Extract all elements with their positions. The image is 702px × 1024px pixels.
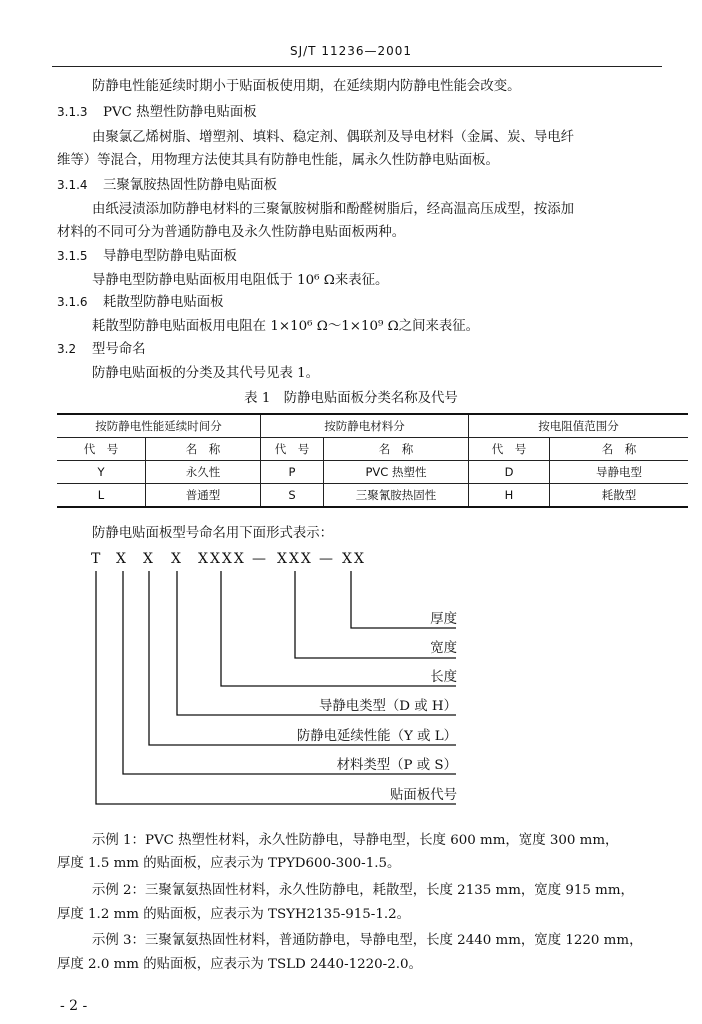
example-2-line: 厚度 1.2 mm 的贴面板，应表示为 TSYH2135-915-1.2。	[57, 907, 411, 922]
paragraph-line: 防静电贴面板的分类及其代号见表 1。	[92, 366, 320, 381]
table-cell: S	[261, 484, 324, 508]
label-thickness: 厚度	[430, 612, 457, 627]
section-3-1-5-heading	[57, 247, 237, 266]
code-part-thickness: XX	[342, 551, 366, 567]
code-part-continuity: X	[143, 551, 155, 567]
section-3-1-6-heading	[57, 293, 224, 312]
code-part-width: XXX	[277, 551, 313, 567]
label-continuity: 防静电延续性能（Y 或 L）	[296, 729, 457, 744]
example-1-line: 厚度 1.5 mm 的贴面板，应表示为 TPYD600-300-1.5。	[57, 856, 401, 871]
section-number: 3.1.4	[57, 178, 88, 192]
example-3-line: 示例 3：三聚氰氨热固性材料，普通防静电，导静电型，长度 2440 mm，宽度 1220 mm，	[92, 933, 643, 948]
code-part-T: T	[91, 551, 103, 567]
table-cell: D	[469, 461, 550, 484]
code-part-material: X	[116, 551, 128, 567]
code-part-type: X	[171, 551, 183, 567]
paragraph-line: 由聚氯乙烯树脂、增塑剂、填料、稳定剂、偶联剂及导电材料（金属、炭、导电纤	[92, 130, 575, 145]
section-number: 3.2	[57, 342, 77, 356]
label-length: 长度	[430, 670, 457, 685]
table-cell: Y	[57, 461, 146, 484]
classification-table	[57, 413, 688, 508]
example-2-line: 示例 2：三聚氰氨热固性材料，永久性防静电，耗散型，长度 2135 mm，宽度 915 mm，	[92, 883, 634, 898]
table-subheader: 名 称	[146, 438, 261, 461]
example-3-line: 厚度 2.0 mm 的贴面板，应表示为 TSLD 2440-1220-2.0。	[57, 957, 422, 972]
table-cell: 耗散型	[550, 484, 689, 508]
table-subheader: 名 称	[550, 438, 689, 461]
section-number: 3.1.6	[57, 295, 88, 309]
section-3-1-4-heading	[57, 176, 277, 195]
section-3-2-heading	[57, 340, 146, 359]
table-cell: H	[469, 484, 550, 508]
table-cell: L	[57, 484, 146, 508]
table-group-header-row	[57, 414, 688, 438]
table-row	[57, 461, 688, 484]
table-group-header: 按电阻值范围分	[469, 414, 689, 438]
table-cell: 永久性	[146, 461, 261, 484]
table-group-header: 按防静电性能延续时间分	[57, 414, 261, 438]
table-cell: PVC 热塑性	[324, 461, 469, 484]
table-cell: 三聚氰胺热固性	[324, 484, 469, 508]
section-title: PVC 热塑性防静电贴面板	[103, 105, 257, 120]
page-number: - 2 -	[60, 998, 88, 1014]
table-subheader: 代 号	[261, 438, 324, 461]
paragraph-line: 由纸浸渍添加防静电材料的三聚氰胺树脂和酚醛树脂后，经高温高压成型，按添加	[92, 202, 575, 217]
table-subheader: 名 称	[324, 438, 469, 461]
label-conductive-type: 导静电类型（D 或 H）	[318, 699, 457, 714]
table-cell: 导静电型	[550, 461, 689, 484]
code-dash: —	[319, 551, 335, 567]
table-group-header: 按防静电材料分	[261, 414, 469, 438]
header-rule	[52, 66, 662, 67]
section-number: 3.1.3	[57, 105, 88, 119]
paragraph-line: 防静电性能延续时期小于贴面板使用期，在延续期内防静电性能会改变。	[92, 79, 521, 94]
label-material-type: 材料类型（P 或 S）	[336, 758, 457, 773]
paragraph-line: 导静电型防静电贴面板用电阻低于 10⁶ Ω来表征。	[92, 273, 389, 288]
section-3-1-3-heading	[57, 103, 257, 122]
standard-code-header: SJ/T 11236—2001	[289, 44, 413, 58]
table-cell: 普通型	[146, 484, 261, 508]
paragraph-line: 耗散型防静电贴面板用电阻在 1×10⁶ Ω～1×10⁹ Ω之间来表征。	[92, 319, 480, 334]
table-caption: 表 1 防静电贴面板分类名称及代号	[244, 391, 458, 406]
code-dash: —	[252, 551, 268, 567]
table-subheader: 代 号	[469, 438, 550, 461]
section-title: 导静电型防静电贴面板	[103, 249, 237, 264]
table-cell: P	[261, 461, 324, 484]
naming-intro: 防静电贴面板型号命名用下面形式表示：	[92, 526, 334, 541]
table-row	[57, 484, 688, 508]
label-width: 宽度	[430, 641, 457, 656]
table-subheader: 代 号	[57, 438, 146, 461]
example-1-line: 示例 1：PVC 热塑性材料，永久性防静电，导静电型，长度 600 mm，宽度 300 mm，	[92, 833, 619, 848]
label-panel-code: 贴面板代号	[390, 788, 457, 803]
section-title: 三聚氰胺热固性防静电贴面板	[103, 178, 278, 193]
table-subheader-row	[57, 438, 688, 461]
section-number: 3.1.5	[57, 249, 88, 263]
paragraph-line: 维等）等混合，用物理方法使其具有防静电性能，属永久性防静电贴面板。	[57, 153, 499, 168]
paragraph-line: 材料的不同可分为普通防静电及永久性防静电贴面板两种。	[57, 225, 406, 240]
section-title: 耗散型防静电贴面板	[103, 295, 224, 310]
section-title: 型号命名	[92, 342, 146, 357]
code-part-length: XXXX	[198, 551, 246, 567]
bracket-conductive-type	[177, 571, 456, 715]
